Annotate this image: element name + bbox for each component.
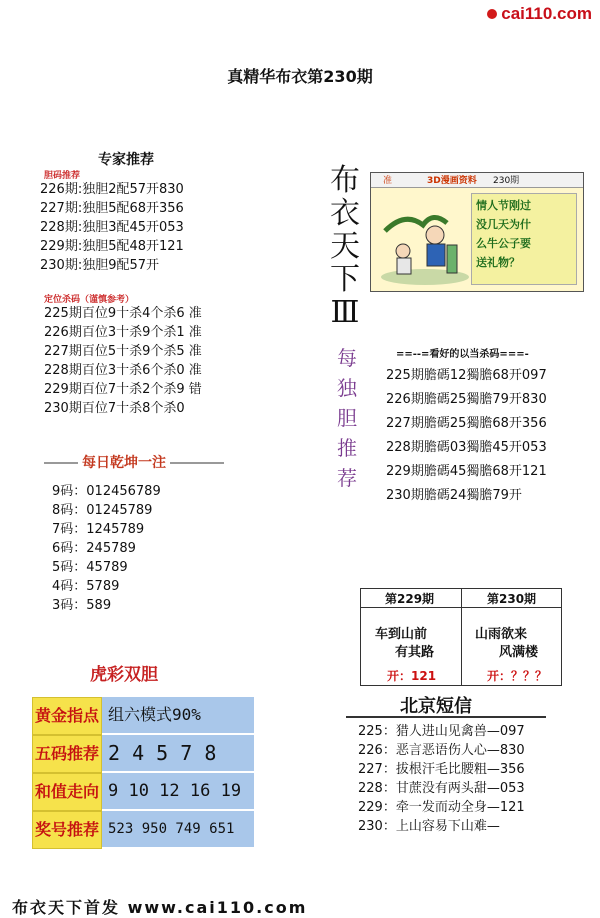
- buyi-char: 天: [330, 229, 360, 264]
- meidu-row: 227期膽碼25獨膽68开356: [386, 416, 547, 431]
- daily-code: 9码：012456789: [52, 484, 161, 499]
- dan-row: 229期:独胆5配48开121: [40, 239, 184, 254]
- dan-subtitle: 胆码推荐: [44, 171, 81, 181]
- daily-code: 6码：245789: [52, 541, 136, 556]
- dan-row: 230期:独胆9配57开: [40, 258, 160, 273]
- daily-header: 每日乾坤一注: [78, 452, 170, 472]
- riddle-box: [360, 588, 562, 686]
- buyi-vertical-title: [328, 164, 362, 329]
- meidu-header: ==--=看好的以当杀码===-: [396, 349, 529, 360]
- kill-row: 227期百位5十杀9个杀5 准: [44, 344, 202, 359]
- dan-row: 227期:独胆5配68开356: [40, 201, 184, 216]
- comic-line: 送礼物？: [476, 256, 520, 269]
- buyi-char: 下: [330, 262, 360, 297]
- dan-row: 226期:独胆2配57开830: [40, 182, 184, 197]
- daily-code: 8码：01245789: [52, 503, 153, 518]
- huocai-table: [32, 697, 254, 847]
- huocai-value: 2 4 5 7 8: [102, 735, 254, 771]
- beijing-row: 229：牵一发而动全身—121: [358, 800, 525, 815]
- dan-row: 228期:独胆3配45开053: [40, 220, 184, 235]
- kill-row: 228期百位3十杀6个杀0 准: [44, 363, 202, 378]
- kill-list: [44, 304, 202, 418]
- site-logo: [487, 4, 592, 24]
- huocai-label: 五码推荐: [32, 735, 102, 773]
- meidu-char: 推: [337, 436, 357, 460]
- meidu-row: 229期膽碼45獨膽68开121: [386, 464, 547, 479]
- beijing-row: 228：甘蔗没有两头甜—053: [358, 781, 525, 796]
- comic-bar: [371, 173, 583, 188]
- beijing-title: 北京短信: [400, 696, 472, 717]
- meidu-char: 荐: [337, 466, 357, 490]
- riddle-divider: [461, 589, 462, 685]
- daily-codes: [52, 482, 161, 615]
- kill-row: 230期百位7十杀8个杀0: [44, 401, 185, 416]
- meidu-vertical-title: [334, 343, 360, 493]
- kill-subtitle: 定位杀码（谨慎参考）: [44, 295, 135, 305]
- comic-figure-image: [375, 191, 471, 287]
- kill-row: 229期百位7十杀2个杀9 错: [44, 382, 202, 397]
- daily-code: 7码：1245789: [52, 522, 145, 537]
- daily-code: 5码：45789: [52, 560, 128, 575]
- buyi-char: Ⅲ: [330, 295, 360, 330]
- footer-text: 布衣天下首发 www.cai110.com: [12, 898, 308, 917]
- buyi-char: 布: [330, 163, 360, 198]
- meidu-char: 胆: [337, 406, 357, 430]
- meidu-char: 每: [337, 346, 357, 370]
- beijing-list: [358, 722, 525, 836]
- meidu-row: 226期膽碼25獨膽79开830: [386, 392, 547, 407]
- riddle-right-issue: 第230期: [487, 592, 537, 606]
- comic-line: 没几天为什: [476, 218, 531, 231]
- huocai-value: 9 10 12 16 19: [102, 773, 254, 809]
- riddle-left-text1: 车到山前: [375, 627, 428, 642]
- comic-bar-issue: 230期: [493, 176, 520, 186]
- huocai-title: 虎彩双胆: [90, 665, 158, 685]
- comic-line: 情人节刚过: [476, 199, 531, 212]
- huocai-value: 523 950 749 651: [102, 811, 254, 847]
- riddle-right-text1: 山雨欲来: [475, 627, 528, 642]
- beijing-row: 230：上山容易下山难—: [358, 819, 500, 834]
- riddle-right-text2: 风满楼: [499, 645, 539, 660]
- riddle-right-result: 开：？？？: [487, 669, 548, 683]
- beijing-row: 226：恶言恶语伤人心—830: [358, 743, 525, 758]
- huocai-label: 和值走向: [32, 773, 102, 811]
- meidu-row: 225期膽碼12獨膽68开097: [386, 368, 547, 383]
- logo-dot-icon: [487, 9, 497, 19]
- huocai-value: 组六模式90%: [102, 697, 254, 733]
- riddle-left-issue: 第229期: [385, 592, 435, 606]
- comic-bar-title: 3D漫画资料: [427, 176, 477, 186]
- kill-row: 225期百位9十杀4个杀6 准: [44, 306, 202, 321]
- meidu-char: 独: [337, 376, 357, 400]
- comic-panel: [370, 172, 584, 292]
- buyi-char: 衣: [330, 196, 360, 231]
- comic-bar-left: 准: [383, 176, 393, 186]
- riddle-left-result: 开：121: [387, 669, 437, 683]
- huocai-label: 奖号推荐: [32, 811, 102, 849]
- comic-line: 么牛公子要: [476, 237, 531, 250]
- huocai-label: 黄金指点: [32, 697, 102, 735]
- expert-header: 专家推荐: [98, 152, 154, 168]
- dan-list: [40, 180, 184, 275]
- logo-text: cai110.com: [501, 4, 592, 23]
- page-title: 真精华布衣第230期: [227, 67, 373, 86]
- beijing-row: 227：拔根汗毛比腰粗—356: [358, 762, 525, 777]
- beijing-divider: [346, 716, 546, 718]
- kill-row: 226期百位3十杀9个杀1 准: [44, 325, 202, 340]
- daily-code: 3码：589: [52, 598, 112, 613]
- meidu-row: 228期膽碼03獨膽45开053: [386, 440, 547, 455]
- riddle-left-text2: 有其路: [395, 645, 435, 660]
- comic-speech: [471, 193, 577, 285]
- meidu-row: 230期膽碼24獨膽79开: [386, 488, 522, 503]
- meidu-list: [386, 364, 547, 508]
- daily-code: 4码：5789: [52, 579, 120, 594]
- beijing-row: 225：猎人进山见禽兽—097: [358, 724, 525, 739]
